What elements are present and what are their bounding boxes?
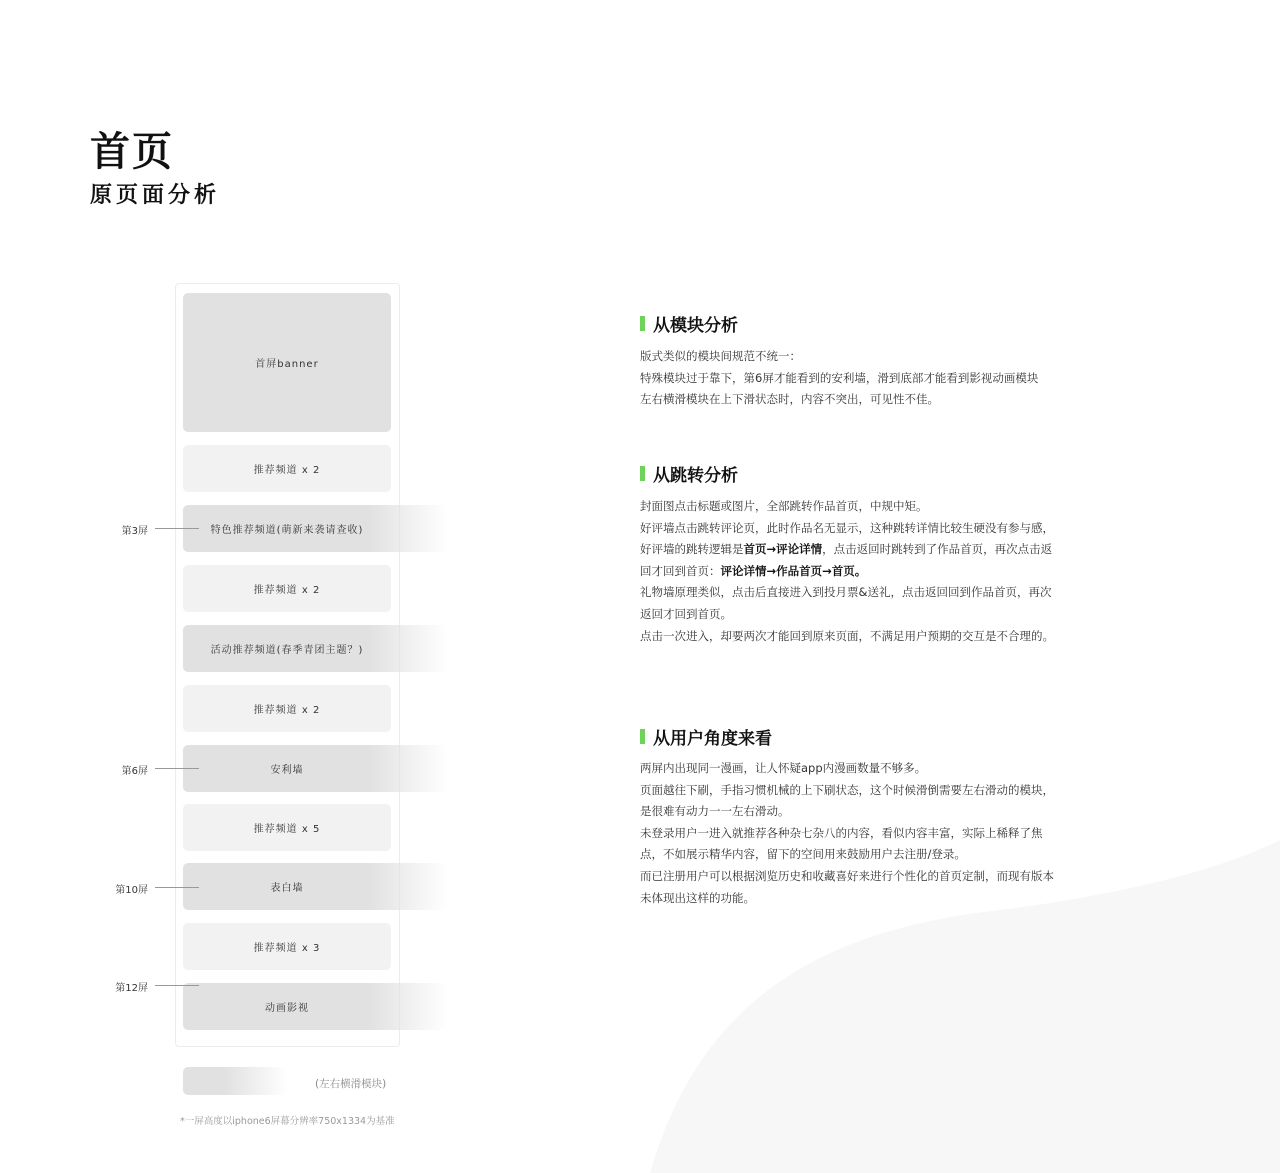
connector-line: [155, 768, 199, 769]
screen-label: 第3屏: [121, 526, 148, 537]
channel-block: 推荐频道 x 5: [183, 804, 391, 851]
scroll-module-block: 安利墙: [183, 745, 448, 792]
connector-line: [155, 887, 199, 888]
scroll-module-block: 动画影视: [183, 983, 448, 1030]
banner-block: 首屏banner: [183, 293, 391, 432]
screen-label: 第10屏: [115, 885, 148, 896]
connector-line: [155, 985, 199, 986]
channel-block: 推荐频道 x 2: [183, 445, 391, 492]
section-body: 封面图点击标题或图片，全部跳转作品首页，中规中矩。 好评墙点击跳转评论页，此时作品名无显示，这种跳转详情比较生硬没有参与感， 好评墙的跳转逻辑是首页→评论详情，点击返回时跳转到了作品首页，再次点击返 回才回到首页：评论详情→作品首页→首页。 礼物墙原理类似，点击后直接进入到投月票&送礼，点击返回回到作品首页，再次 返回才回到首页。 点击一次进入，却要两次才能回到原来页面，不满足用户预期的交互是不合理的。: [640, 499, 1054, 643]
section-heading: 从用户角度来看: [640, 724, 772, 749]
section-body: 两屏内出现同一漫画，让人怀疑app内漫画数量不够多。 页面越往下刷，手指习惯机械的上下刷状态，这个时候滑倒需要左右滑动的模块， 是很难有动力一一左右滑动。 未登录用户一进入就推荐各种杂七杂八的内容，看似内容丰富，实际上稀释了焦 点，不如展示精华内容，留下的空间用来鼓励用户去注册/登录。 而已注册用户可以根据浏览历史和收藏喜好来进行个性化的首页定制，而现有版本 未体现出这样的功能。: [640, 761, 1054, 905]
scroll-module-legend: (左右横滑模块): [315, 1078, 387, 1090]
section-body: 版式类似的模块间规范不统一： 特殊模块过于靠下，第6屏才能看到的安利墙，滑到底部才能看到影视动画模块 左右横滑模块在上下滑状态时，内容不突出，可见性不佳。: [640, 349, 1039, 407]
channel-block: 推荐频道 x 3: [183, 923, 391, 970]
accent-bar: [640, 729, 645, 744]
footnote: *一屏高度以iphone6屏幕分辨率750x1334为基准: [180, 1116, 395, 1127]
screen-label: 第6屏: [121, 766, 148, 777]
accent-bar: [640, 316, 645, 331]
page-title: 首页: [90, 129, 174, 175]
scroll-module-block: 活动推荐频道(春季青团主题？): [183, 625, 448, 672]
screen-label: 第12屏: [115, 983, 148, 994]
section-heading: 从模块分析: [640, 311, 738, 336]
connector-line: [155, 528, 199, 529]
channel-block: 推荐频道 x 2: [183, 685, 391, 732]
scroll-module-block: 表白墙: [183, 863, 448, 910]
scroll-module-block: 特色推荐频道(萌新来袭请查收): [183, 505, 448, 552]
scroll-module-swatch: [183, 1067, 288, 1095]
accent-bar: [640, 466, 645, 481]
page-subtitle: 原页面分析: [90, 183, 221, 208]
channel-block: 推荐频道 x 2: [183, 565, 391, 612]
section-heading: 从跳转分析: [640, 461, 738, 486]
